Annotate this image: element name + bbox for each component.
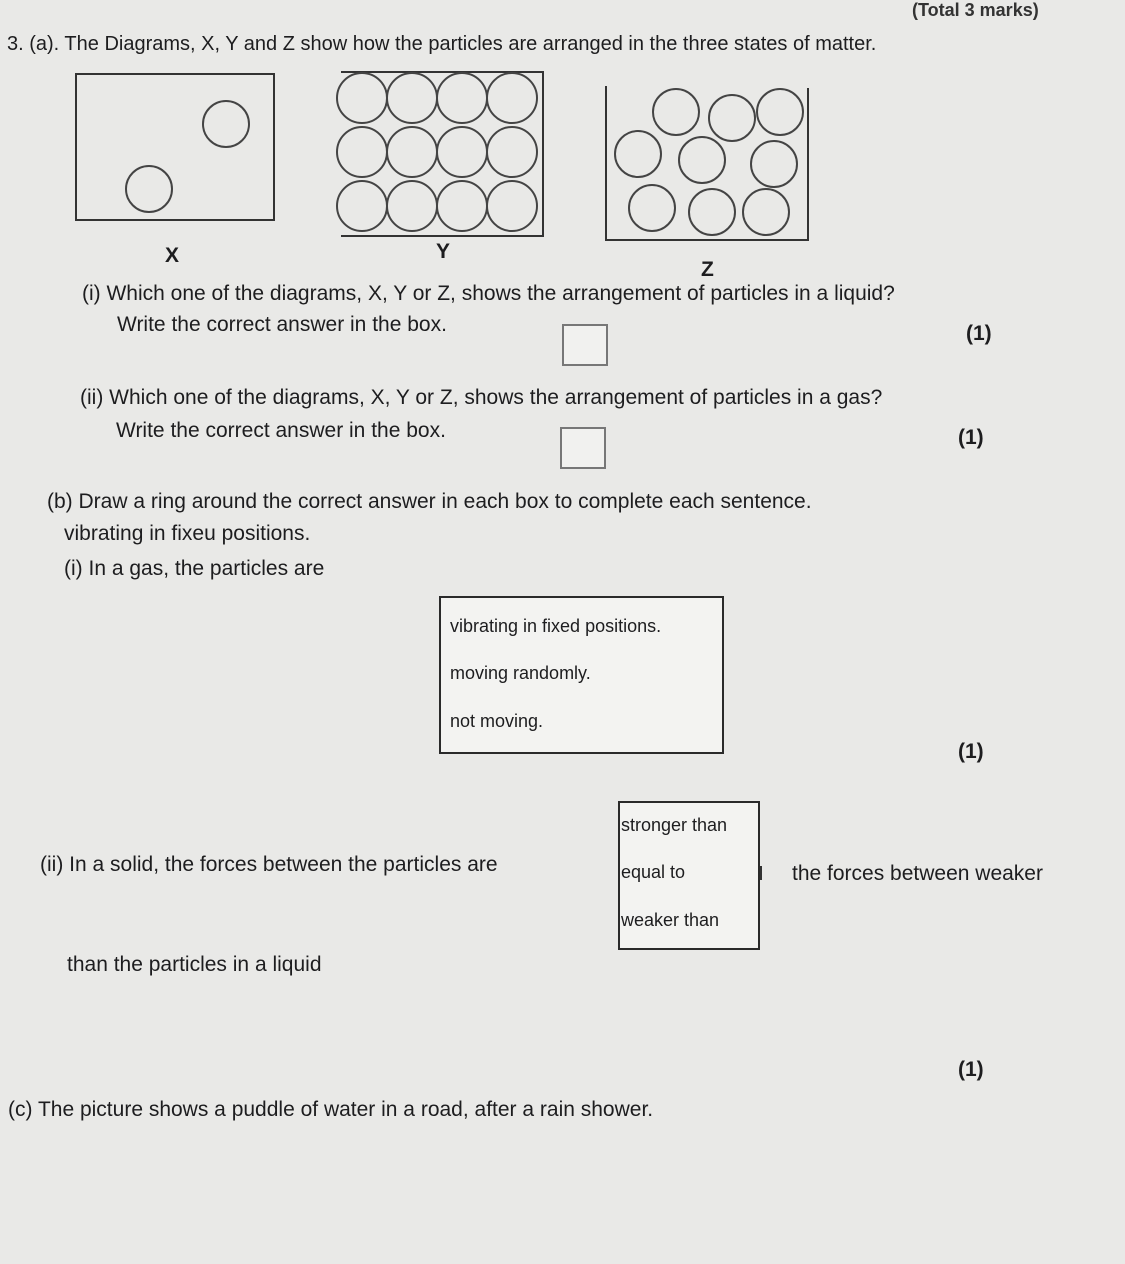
particle (337, 127, 387, 177)
marks-b-i: (1) (958, 740, 984, 763)
particle (387, 73, 437, 123)
option-stronger-than[interactable]: stronger than (621, 815, 728, 835)
question-b-i: (i) In a gas, the particles are (64, 557, 325, 580)
label-x: X (165, 244, 180, 267)
instruction-a-i: Write the correct answer in the box. (117, 313, 447, 336)
particle (653, 89, 699, 135)
sentence-end: than the particles in a liquid (67, 953, 322, 976)
option-weaker-than[interactable]: weaker than (621, 910, 720, 930)
particle (437, 73, 487, 123)
handwritten-note: vibrating in fixeu positions. (64, 522, 311, 545)
total-marks: (Total 3 marks) (912, 0, 1039, 20)
label-y: Y (436, 240, 451, 263)
box-edge-mark (760, 866, 762, 880)
particle (629, 185, 675, 231)
particle (679, 137, 725, 183)
particle (126, 166, 172, 212)
question-a-ii: (ii) Which one of the diagrams, X, Y or Z, shows the arrangement of particles in a gas? (80, 386, 883, 409)
marks-a-i: (1) (966, 322, 992, 345)
particle (757, 89, 803, 135)
option-vibrating[interactable]: vibrating in fixed positions. (450, 616, 662, 636)
particle (487, 73, 537, 123)
particle (387, 127, 437, 177)
diagram-z (602, 82, 812, 244)
diagram-x (74, 72, 278, 224)
particle (337, 181, 387, 231)
particle (437, 127, 487, 177)
question-c: (c) The picture shows a puddle of water in a road, after a rain shower. (8, 1098, 654, 1121)
particle (203, 101, 249, 147)
answer-box-liquid[interactable] (562, 324, 608, 366)
particle (615, 131, 661, 177)
marks-b-ii: (1) (958, 1058, 984, 1081)
question-intro: 3. (a). The Diagrams, X, Y and Z show how the particles are arranged in the three states of matter. (7, 33, 877, 55)
answer-box-gas[interactable] (560, 427, 606, 469)
question-a-i: (i) Which one of the diagrams, X, Y or Z, shows the arrangement of particles in a liquid? (82, 282, 895, 305)
option-not-moving[interactable]: not moving. (450, 711, 544, 731)
sentence-continuation: the forces between weaker (792, 862, 1043, 885)
instruction-a-ii: Write the correct answer in the box. (116, 419, 446, 442)
particle (709, 95, 755, 141)
option-moving-randomly[interactable]: moving randomly. (450, 663, 591, 683)
particle (743, 189, 789, 235)
particle (487, 127, 537, 177)
marks-a-ii: (1) (958, 426, 984, 449)
label-z: Z (701, 258, 714, 281)
diagram-y (333, 68, 547, 242)
question-b-ii: (ii) In a solid, the forces between the particles are (40, 853, 498, 876)
option-equal-to[interactable]: equal to (621, 862, 686, 882)
particle (337, 73, 387, 123)
instruction-b: (b) Draw a ring around the correct answer in each box to complete each sentence. (47, 490, 812, 513)
particle (689, 189, 735, 235)
particle (751, 141, 797, 187)
particle (487, 181, 537, 231)
particle (387, 181, 437, 231)
particle (437, 181, 487, 231)
